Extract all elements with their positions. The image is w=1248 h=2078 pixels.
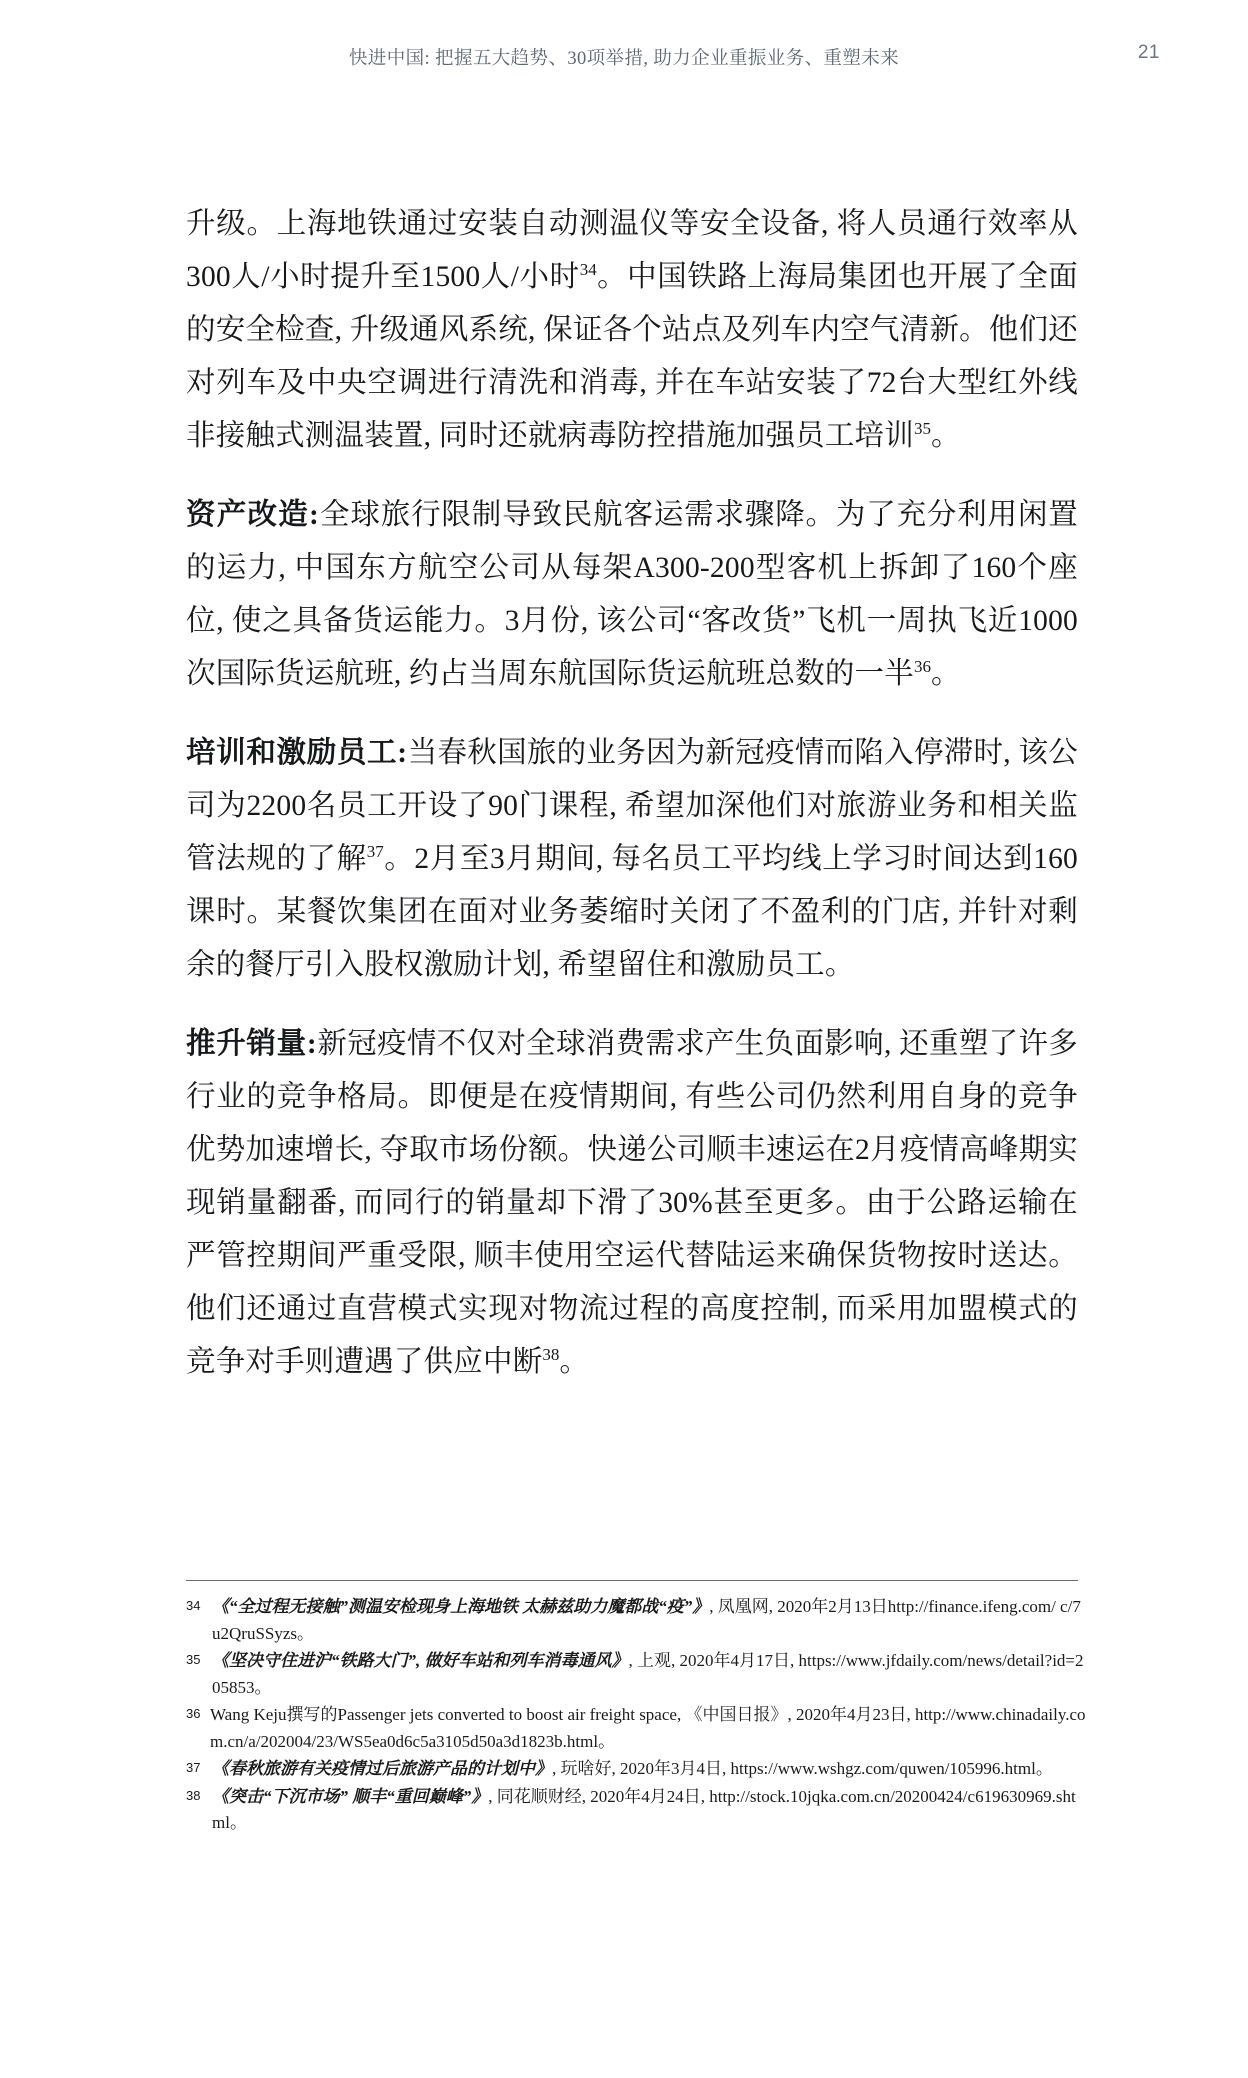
footnote-36 bbox=[186, 1702, 1086, 1755]
paragraph-4 bbox=[186, 1018, 1078, 1389]
footnote-34-mark: 34 bbox=[186, 1598, 201, 1613]
footnote-37-source[interactable]: , 玩啥好, 2020年3月4日, https://www.wshgz.com/quwen/105996.html。 bbox=[552, 1759, 1053, 1778]
paragraph-2 bbox=[186, 489, 1078, 701]
footnote-38 bbox=[186, 1784, 1086, 1837]
footnote-35-title: 《坚决守住进沪“铁路大门”, 做好车站和列车消毒通风》 bbox=[212, 1651, 629, 1670]
footnote-34-source[interactable]: , 凤凰网, 2020年2月13日http://finance.ifeng.com/ c/7u2QruSSyzs。 bbox=[212, 1597, 1081, 1643]
paragraph-4-text: 新冠疫情不仅对全球消费需求产生负面影响, 还重塑了许多行业的竞争格局。即便是在疫情期间, 有些公司仍然利用自身的竞争优势加速增长, 夺取市场份额。快递公司顺丰速运在2月疫情高峰期实现销量翻番, 而同行的销量却下滑了30%甚至更多。由于公路运输在严管控期间严重受限, 顺丰使用空运代替陆运来确保货物按时送达。他们还通过直营模式实现对物流过程的高度控制, 而采用加盟模式的竞争对手则遭遇了供应中断 bbox=[186, 1028, 1078, 1378]
running-header-title: 快进中国: 把握五大趋势、30项举措, 助力企业重振业务、重塑未来 bbox=[348, 49, 900, 69]
footnote-38-title: 《突击“下沉市场” 顺丰“重回巅峰”》 bbox=[212, 1786, 489, 1806]
paragraph-1 bbox=[186, 198, 1078, 463]
footnote-ref-34[interactable]: 34 bbox=[579, 260, 597, 280]
footnote-34 bbox=[186, 1594, 1086, 1647]
paragraph-1-text: 升级。上海地铁通过安装自动测温仪等安全设备, 将人员通行效率从300人/小时提升至1500人/小时 bbox=[186, 208, 1078, 293]
footnote-ref-38[interactable]: 38 bbox=[542, 1345, 560, 1365]
footnote-35-source[interactable]: , 上观, 2020年4月17日, https://www.jfdaily.com/news/detail?id=205853。 bbox=[212, 1651, 1084, 1697]
footnote-ref-37[interactable]: 37 bbox=[366, 842, 384, 862]
paragraph-3 bbox=[186, 727, 1078, 992]
paragraph-4-lead: 推升销量: bbox=[186, 1028, 318, 1060]
paragraph-3-lead: 培训和激励员工: bbox=[186, 737, 408, 769]
paragraph-2-text2: 。 bbox=[930, 658, 961, 690]
body-content bbox=[186, 198, 1078, 1389]
footnote-divider bbox=[186, 1580, 1078, 1581]
footnote-36-source[interactable]: Wang Keju撰写的Passenger jets converted to boost air freight space, 《中国日报》, 2020年4月23日, http://www.chinadaily.com.cn/a/202004/23/WS5ea0d6c5a3105d50a3d1823b.html。 bbox=[210, 1705, 1086, 1751]
footnote-ref-35[interactable]: 35 bbox=[913, 419, 931, 439]
paragraph-2-lead: 资产改造: bbox=[186, 499, 320, 531]
footnote-35 bbox=[186, 1648, 1086, 1701]
footnote-34-title: 《“全过程无接触”测温安检现身上海地铁 太赫兹助力魔都战“疫”》 bbox=[212, 1597, 710, 1616]
page-number: 21 bbox=[1137, 42, 1160, 63]
footnote-38-source[interactable]: , 同花顺财经, 2020年4月24日, http://stock.10jqka.com.cn/20200424/c619630969.shtml。 bbox=[212, 1786, 1076, 1832]
paragraph-3-text2: 。2月至3月期间, 每名员工平均线上学习时间达到160课时。某餐饮集团在面对业务萎缩时关闭了不盈利的门店, 并针对剩余的餐厅引入股权激励计划, 希望留住和激励员工。 bbox=[186, 843, 1078, 981]
paragraph-4-text2: 。 bbox=[559, 1346, 590, 1378]
footnote-38-mark: 38 bbox=[186, 1787, 201, 1803]
paragraph-2-text: 全球旅行限制导致民航客运需求骤降。为了充分利用闲置的运力, 中国东方航空公司从每架A300-200型客机上拆卸了160个座位, 使之具备货运能力。3月份, 该公司“客改货”飞机一周执飞近1000次国际货运航班, 约占当周东航国际货运航班总数的一半 bbox=[186, 499, 1078, 690]
paragraph-1-text2: 。中国铁路上海局集团也开展了全面的安全检查, 升级通风系统, 保证各个站点及列车内空气清新。他们还对列车及中央空调进行清洗和消毒, 并在车站安装了72台大型红外线非接触式测温装置, 同时还就病毒防控措施加强员工培训 bbox=[186, 261, 1078, 452]
footnote-37 bbox=[186, 1756, 1086, 1783]
paragraph-3-text: 当春秋国旅的业务因为新冠疫情而陷入停滞时, 该公司为2200名员工开设了90门课程, 希望加深他们对旅游业务和相关监管法规的了解 bbox=[186, 737, 1078, 875]
footnote-35-mark: 35 bbox=[186, 1652, 201, 1667]
footnote-list bbox=[186, 1594, 1086, 1838]
footnote-37-mark: 37 bbox=[186, 1760, 201, 1775]
running-header bbox=[150, 40, 1098, 74]
paragraph-1-text3: 。 bbox=[930, 420, 961, 452]
footnote-37-title: 《春秋旅游有关疫情过后旅游产品的计划中》 bbox=[212, 1759, 552, 1778]
footnote-36-mark: 36 bbox=[186, 1706, 201, 1721]
footnote-ref-36[interactable]: 36 bbox=[913, 657, 931, 677]
